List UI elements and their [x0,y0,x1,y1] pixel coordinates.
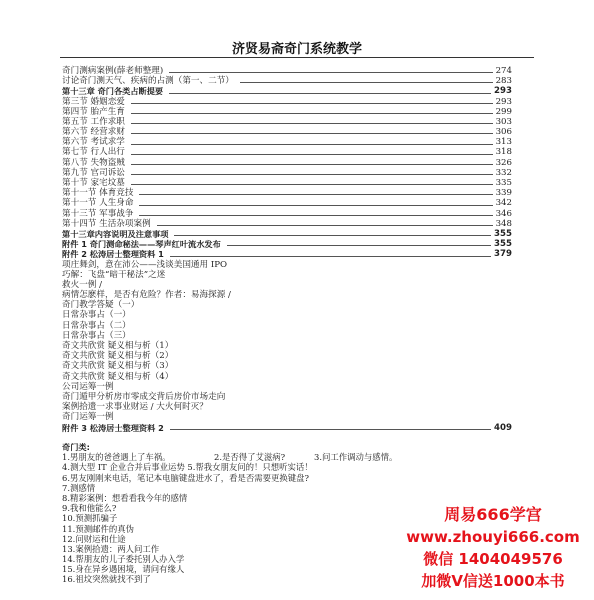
case-row-2: 4.测大型 IT 企业合并后事业运势 5.帮我女朋友问的！只想听实话！ [62,462,313,473]
toc-entry-page: 326 [495,157,512,168]
toc-entry-page: 332 [495,167,512,178]
toc-entry-page: 303 [495,116,512,127]
toc-entry [62,137,512,147]
toc-entry-title: 第十一节 人生身命 [62,198,134,209]
toc-leader-line [131,144,493,145]
toc-entry-title: 日常杂事占（二） [62,320,131,331]
toc-leader-line [139,194,492,195]
toc-leader-line [170,429,491,430]
toc-entry [62,402,512,412]
toc-entry-page: 318 [495,147,512,158]
toc-entry-page: 346 [495,208,512,219]
toc-entry-page: 355 [494,239,512,250]
case-item: 7.测感情 [62,482,96,493]
case-item-2: 2.是否得了艾滋病? [214,452,286,463]
toc-entry-title: 第十节 家宅坟墓 [62,178,125,189]
toc-leader-line [170,256,491,257]
toc-entry [62,239,512,249]
toc-leader-line [131,103,493,104]
toc-entry-title: 第十三节 军事战争 [62,208,134,219]
toc-entry [62,158,512,168]
toc-entry-page: 355 [494,228,512,239]
toc-entry [62,86,512,96]
toc-entry [62,361,512,371]
toc-entry-title: 附件 2 松涛居士整理资料 1 [62,249,164,260]
toc-entry-title: 第十一节 体育竞技 [62,188,134,199]
toc-entry-page: 293 [495,96,512,107]
toc-entry-title: 第三节 婚姻恋爱 [62,96,125,107]
toc-entry-title: 奇门教学答疑（一） [62,300,140,311]
toc-leader-line [169,72,492,73]
toc-leader-line [131,184,493,185]
toc-entry-page: 283 [495,76,512,87]
toc-entry-title: 奇门运筹一例 [62,412,114,423]
toc-entry-title: 第七节 行人出行 [62,147,125,158]
toc-entry [62,321,512,331]
toc-entry-title: 附件 3 松涛居士整理资料 2 [62,422,164,433]
toc-leader-line [131,113,493,114]
toc-entry-page: 299 [495,106,512,117]
toc-entry-title: 第十三章内容说明及注意事项 [62,228,169,239]
toc-entry [62,260,512,270]
case-item: 16.祖坟突然就找不到了 [62,574,151,585]
case-item-3: 3.问工作调动与感情。 [314,452,398,463]
header-rule [60,57,534,58]
toc-entry [62,351,512,361]
red-watermark [396,504,590,592]
case-item: 14.帮朋友的儿子委托别人办入学 [62,554,185,565]
toc-entry [62,107,512,117]
toc-entry-title: 奇文共欣赏 疑义相与析（4） [62,371,174,382]
toc-entry [62,168,512,178]
case-item: 11.预测邮件的真伪 [62,523,134,534]
toc-entry [62,249,512,259]
toc-leader-line [174,235,491,236]
toc-entry-title: 第六节 经营求财 [62,127,125,138]
case-item: 12.问财运和仕途 [62,533,126,544]
toc-entry-title: 第九节 官司诉讼 [62,167,125,178]
watermark-line-2: www.zhouyi666.com [406,528,580,546]
toc-entry-title: 公司运筹一例 [62,381,114,392]
toc-entry-title: 讨论奇门测天气、疾病的占测（第一、二节） [62,76,234,87]
toc-leader-line [240,82,493,83]
watermark-line-1: 周易666学宫 [444,505,542,524]
toc-entry-title: 奇文共欣赏 疑义相与析（3） [62,361,174,372]
toc-entry [62,270,512,280]
toc-entry-page: 274 [495,65,512,76]
toc-entry-title: 救火一例 / [62,279,103,290]
toc-entry-title: 奇文共欣赏 疑义相与析（2） [62,351,174,362]
case-item-1: 1.男朋友的爸爸遇上了车祸。 [62,452,171,463]
toc-leader-line [227,245,491,246]
toc-leader-line [131,174,493,175]
toc-entry-page: 335 [495,178,512,189]
toc-entry-page: 348 [495,218,512,229]
toc-entry [62,66,512,76]
case-item: 10.预测抓骗子 [62,513,118,524]
toc-leader-line [131,133,493,134]
toc-entry-title: 案例拾遗一求事业财运 / 大火何时灭？ [62,402,208,413]
toc-entry-title: 第八节 失物盗贼 [62,157,125,168]
case-item: 8.精彩案例：想看看我今年的感情 [62,492,188,503]
section-heading: 奇门类: [62,442,90,452]
toc-entry-page: 293 [494,86,512,97]
toc-entry-title: 第六节 考试求学 [62,137,125,148]
toc-entry [62,229,512,239]
toc-entry-page: 409 [494,422,512,433]
page-header-title: 济贤易斋奇门系统教学 [231,42,362,57]
toc-entry [62,392,512,402]
toc-entry [62,97,512,107]
toc-entry-title: 第四节 胎产生育 [62,106,125,117]
case-item: 13.案例拾遗：两人问工作 [62,543,160,554]
toc-entry [62,300,512,310]
toc-leader-line [157,225,493,226]
toc-entry [62,280,512,290]
toc-entry [62,148,512,158]
toc-entry-title: 第十三章 奇门各类占断提要 [62,86,164,97]
watermark-line-3: 微信 1404049576 [423,550,563,568]
toc-entry-title: 第五节 工作求职 [62,116,125,127]
toc-entry-title: 奇文共欣赏 疑义相与析（1） [62,341,174,352]
toc-leader-line [131,123,493,124]
toc-leader-line [169,93,491,94]
toc-entry [62,311,512,321]
toc-entry [62,331,512,341]
toc-entry-page: 306 [495,127,512,138]
toc-entry [62,198,512,208]
toc-entry [62,341,512,351]
case-item: 15.身在异乡遇困境，请问有缘人 [62,564,185,575]
toc-entry-page: 339 [495,188,512,199]
toc-entry-title: 项庄舞剑，意在沛公——浅谈美国通用 IPO [62,259,228,270]
toc-leader-line [131,164,493,165]
toc-leader-line [131,154,493,155]
toc-leader-line [139,205,492,206]
case-item: 6.男友刚刚来电话，笔记本电脑键盘进水了，看是否需要更换键盘? [62,472,309,483]
case-row-1 [62,452,482,462]
toc-entry [62,178,512,188]
toc-entry-title: 巧解：飞盘“暗干秘法”之迷 [62,269,166,280]
toc-entry [62,127,512,137]
toc-entry [62,382,512,392]
toc-entry [62,117,512,127]
toc-entry-page: 342 [495,198,512,209]
toc-entry-title: 第十四节 生活杂项案例 [62,218,151,229]
toc-entry-title: 奇门遁甲分析房市零成交背后房价市场走向 [62,391,226,402]
table-of-contents [62,66,512,433]
toc-entry [62,76,512,86]
toc-entry [62,372,512,382]
toc-entry [62,219,512,229]
toc-entry [62,423,512,433]
toc-entry-page: 313 [495,137,512,148]
toc-entry-title: 奇门测病案例(薛老师整理) [62,65,164,76]
toc-entry [62,412,512,422]
toc-entry [62,209,512,219]
toc-entry [62,290,512,300]
toc-entry-title: 日常杂事占（三） [62,330,131,341]
toc-entry [62,188,512,198]
toc-entry-page: 379 [494,249,512,260]
watermark-line-4: 加微V信送1000本书 [421,572,565,590]
toc-entry-title: 日常杂事占（一） [62,310,131,321]
toc-entry-title: 病情怎麽样，是否有危险？作者：易海探源 / [62,290,231,301]
toc-entry-title: 附件 1 奇门测命秘法——琴声红叶流水发布 [62,239,221,250]
case-item: 9.我和他能么? [62,503,117,514]
toc-leader-line [139,215,492,216]
